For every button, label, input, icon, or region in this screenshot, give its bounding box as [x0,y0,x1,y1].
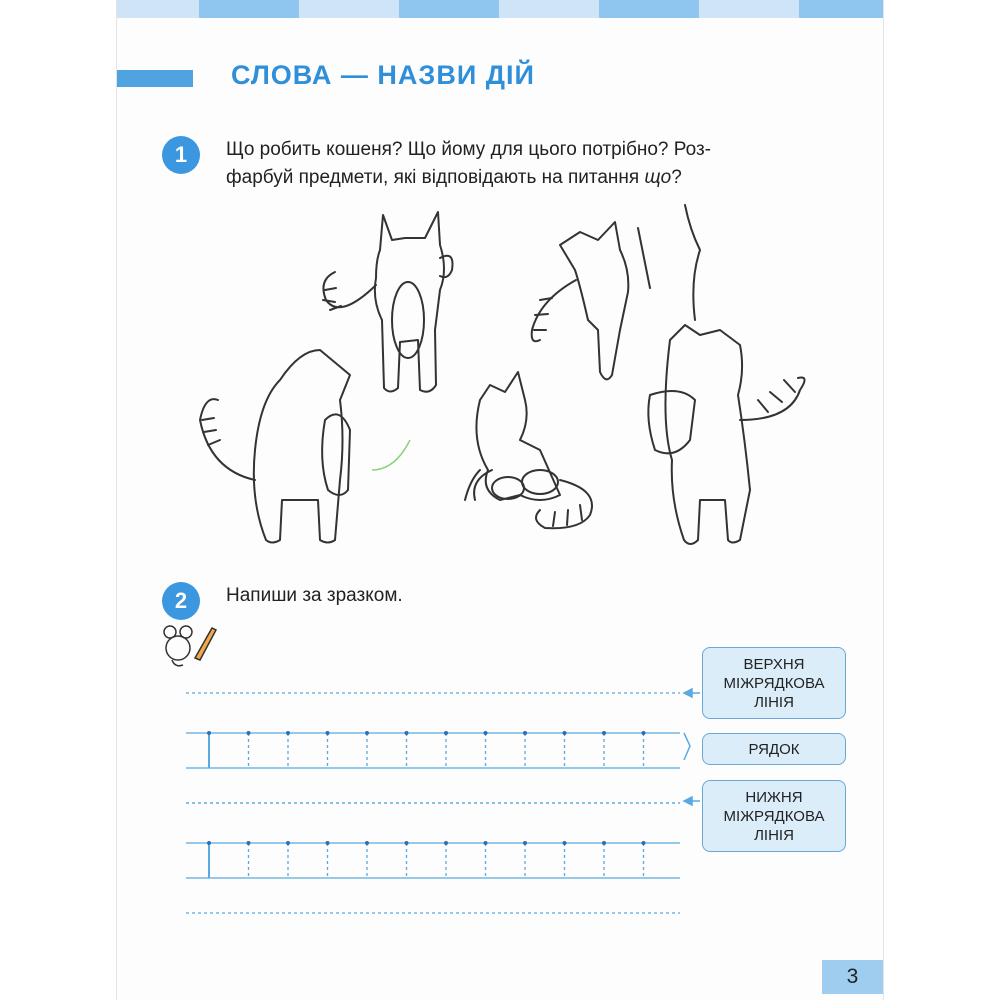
start-dot [247,841,251,845]
start-dot [405,731,409,735]
start-dot [602,841,606,845]
start-dot [405,841,409,845]
start-dot [642,731,646,735]
start-dot [326,731,330,735]
start-dot [207,731,211,735]
start-dot [365,731,369,735]
start-dot [642,841,646,845]
page-number: 3 [822,960,883,994]
start-dot [523,731,527,735]
mouse-pencil-icon [164,626,216,666]
start-dot [444,731,448,735]
label-row: РЯДОК [702,733,846,765]
start-dot [563,841,567,845]
task-2-number-badge: 2 [162,582,200,620]
label-lower-interline: НИЖНЯ МІЖРЯДКОВА ЛІНІЯ [702,780,846,852]
task-1-number-badge: 1 [162,136,200,174]
start-dot [484,731,488,735]
start-dot [484,841,488,845]
start-dot [286,841,290,845]
task-1-line-1: Що робить кошеня? Що йому для цього потрібно? Роз- [226,139,711,160]
start-dot [247,731,251,735]
label-upper-interline: ВЕРХНЯ МІЖРЯДКОВА ЛІНІЯ [702,647,846,719]
start-dot [326,841,330,845]
start-dot [444,841,448,845]
task-2-instruction: Напиши за зразком. [226,585,403,606]
task-1-line-2: фарбуй предмети, які відповідають на питання що? [226,167,682,188]
section-title: СЛОВА — НАЗВИ ДІЙ [231,60,535,90]
start-dot [286,731,290,735]
start-dot [602,731,606,735]
start-dot [207,841,211,845]
start-dot [523,841,527,845]
start-dot [365,841,369,845]
start-dot [563,731,567,735]
